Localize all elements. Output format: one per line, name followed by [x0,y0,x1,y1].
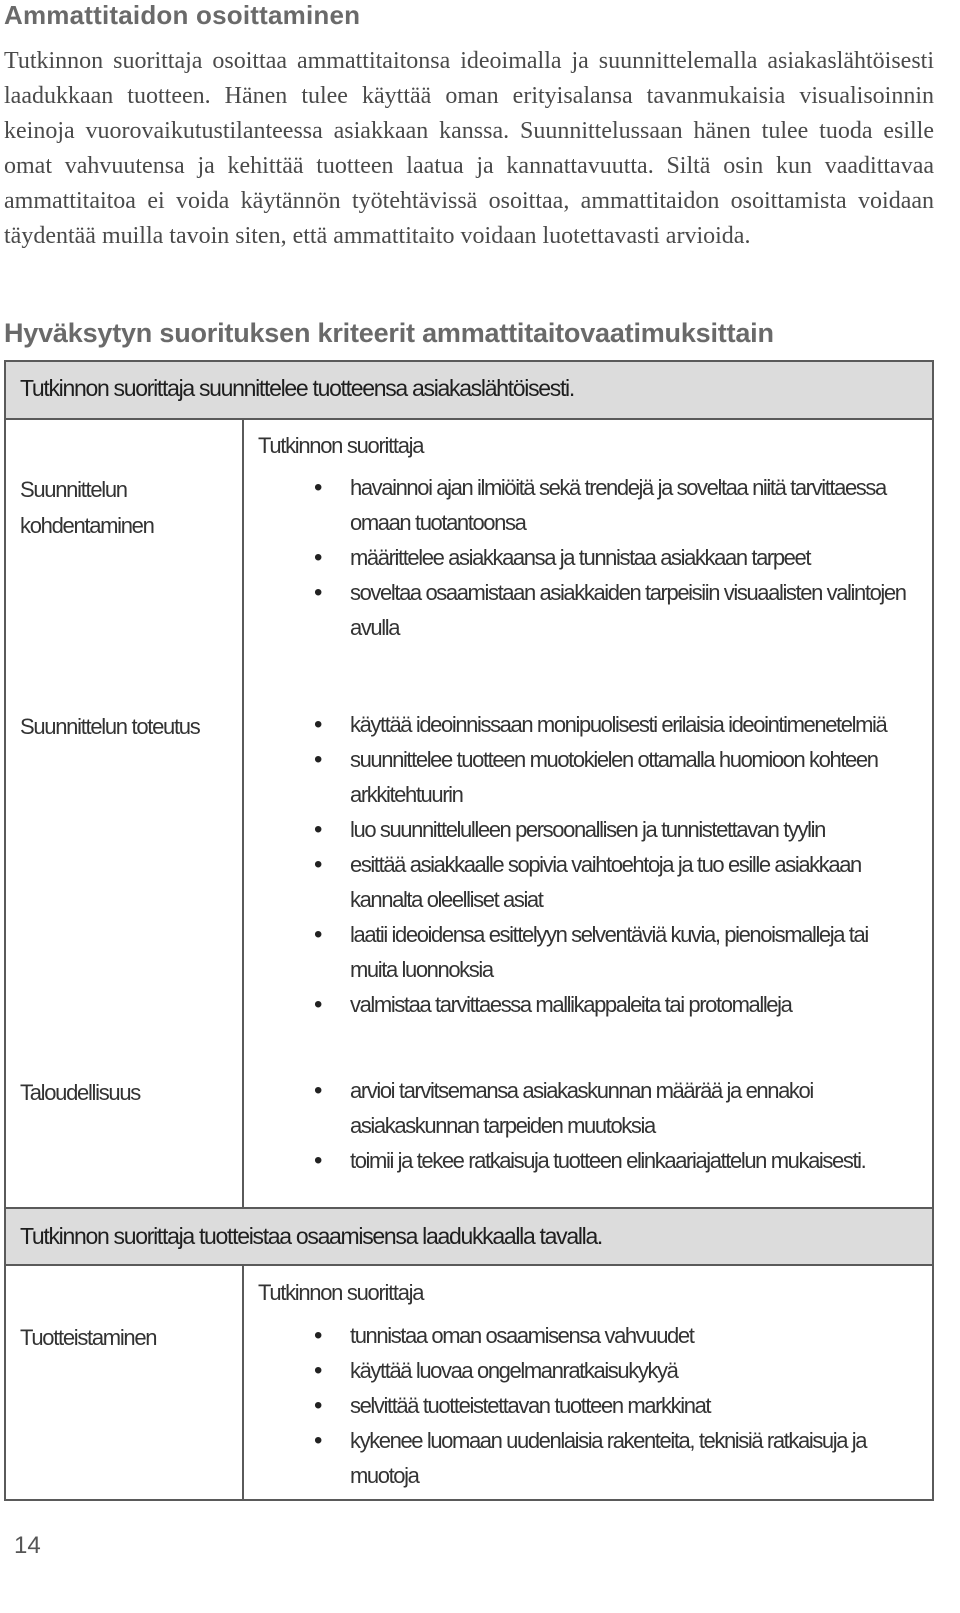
list-item: • kykenee luomaan uudenlaisia rakenteita, teknisiä ratkaisuja ja muotoja [306,1423,906,1493]
table-header: Tutkinnon suorittaja suunnittelee tuotteensa asiakaslähtöisesti. [6,362,932,420]
criteria-list-targeting [306,470,906,645]
list-item: • luo suunnittelulleen persoonallisen ja tunnistettavan tyylin [306,812,906,847]
page-number: 14 [14,1532,41,1559]
criteria-table-planning [4,360,934,1209]
intro-paragraph: Tutkinnon suorittaja osoittaa ammattitaitonsa ideoimalla ja suunnittelemalla asiakaslähtöisesti laadukkaan tuotteen. Hänen tulee käyttää oman erityisalansa tavanmukaisia visualisoinnin keinoja vuorovaikutustilanteessa asiakkaan kanssa. Suunnittelussaan hänen tulee tuoda esille omat vahvuutensa ja kehittää tuotteen laatua ja kannattavuutta. Siltä osin kun vaadittavaa ammattitaitoa ei voida käytännön työtehtävissä osoittaa, ammattitaidon osoittamista voidaan täydentää muilla tavoin siten, että ammattitaito voidaan luotettavasti arvioida. [4,48,934,249]
column-divider [242,420,244,1207]
list-item: • määrittelee asiakkaansa ja tunnistaa asiakkaan tarpeet [306,540,906,575]
subject-label: Tutkinnon suorittaja [258,1280,424,1305]
criteria-list-economy [306,1073,906,1178]
list-item: • soveltaa osaamistaan asiakkaiden tarpeisiin visuaalisten valintojen avulla [306,575,906,645]
section-heading: Ammattitaidon osoittaminen [4,0,361,30]
criteria-table-productization [4,1207,934,1501]
list-item: • suunnittelee tuotteen muotokielen ottamalla huomioon kohteen arkkitehtuurin [306,742,906,812]
criteria-list-productization [306,1318,906,1493]
subject-label: Tutkinnon suorittaja [258,433,424,458]
row-label-implementation: Suunnittelun toteutus [20,714,200,739]
list-item: • toimii ja tekee ratkaisuja tuotteen elinkaariajattelun mukaisesti. [306,1143,906,1178]
list-item: • esittää asiakkaalle sopivia vaihtoehtoja ja tuo esille asiakkaan kannalta oleelliset asiat [306,847,906,917]
row-label-targeting: Suunnittelun kohdentaminen [20,477,154,538]
list-item: • laatii ideoidensa esittelyyn selventäviä kuvia, pienoismalleja tai muita luonnoksia [306,917,906,987]
criteria-heading: Hyväksytyn suorituksen kriteerit ammattitaitovaatimuksittain [4,318,774,348]
list-item: • käyttää luovaa ongelmanratkaisukykyä [306,1353,906,1388]
list-item: • arvioi tarvitsemansa asiakaskunnan määrää ja ennakoi asiakaskunnan tarpeiden muutoksia [306,1073,906,1143]
row-label-economy: Taloudellisuus [20,1080,140,1105]
list-item: • tunnistaa oman osaamisensa vahvuudet [306,1318,906,1353]
table-header: Tutkinnon suorittaja tuotteistaa osaamisensa laadukkaalla tavalla. [6,1209,932,1266]
criteria-list-implementation [306,707,906,1022]
list-item: • havainnoi ajan ilmiöitä sekä trendejä ja soveltaa niitä tarvittaessa omaan tuotantoonsa [306,470,906,540]
list-item: • valmistaa tarvittaessa mallikappaleita tai protomalleja [306,987,906,1022]
column-divider [242,1266,244,1499]
list-item: • käyttää ideoinnissaan monipuolisesti erilaisia ideointimenetelmiä [306,707,906,742]
row-label-productization: Tuotteistaminen [20,1325,157,1350]
list-item: • selvittää tuotteistettavan tuotteen markkinat [306,1388,906,1423]
